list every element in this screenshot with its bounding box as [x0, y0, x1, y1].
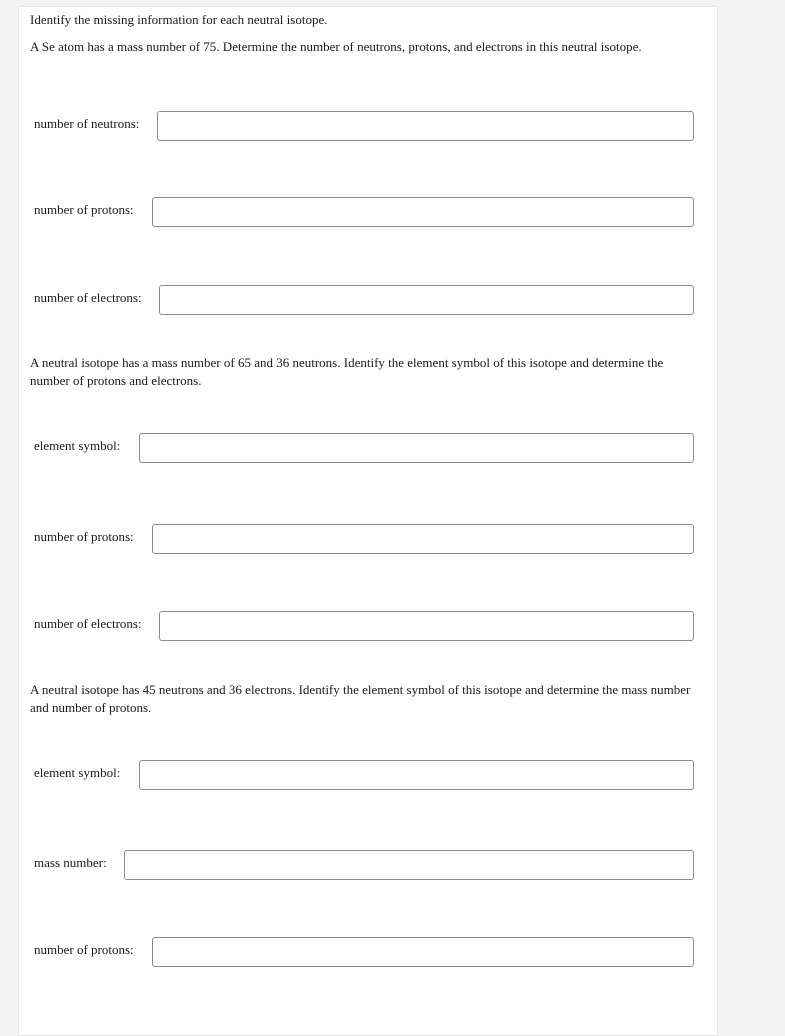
q3-element-symbol-label: element symbol:	[34, 765, 121, 780]
question-3-prompt: A neutral isotope has 45 neutrons and 36 electrons. Identify the element symbol of this isotope and determine the mass number and number of protons.	[30, 682, 691, 715]
q1-neutrons-input[interactable]	[157, 111, 694, 141]
q1-electrons-input[interactable]	[159, 285, 694, 315]
question-panel	[18, 6, 718, 1036]
q2-electrons-label: number of electrons:	[34, 616, 142, 631]
q2-element-symbol-input[interactable]	[139, 433, 694, 463]
q1-protons-label: number of protons:	[34, 202, 134, 217]
q3-protons-input[interactable]	[152, 937, 694, 967]
q3-mass-number-label: mass number:	[34, 855, 107, 870]
q2-element-symbol-label: element symbol:	[34, 438, 121, 453]
q1-protons-input[interactable]	[152, 197, 694, 227]
q1-neutrons-label: number of neutrons:	[34, 116, 140, 131]
q3-mass-number-input[interactable]	[124, 850, 694, 880]
q1-electrons-label: number of electrons:	[34, 290, 142, 305]
question-1-prompt: A Se atom has a mass number of 75. Determine the number of neutrons, protons, and electrons in this neutral isotope.	[30, 39, 642, 54]
q2-electrons-input[interactable]	[159, 611, 694, 641]
question-2-prompt: A neutral isotope has a mass number of 65 and 36 neutrons. Identify the element symbol of this isotope and determine the number of protons and electrons.	[30, 355, 664, 388]
q2-protons-label: number of protons:	[34, 529, 134, 544]
instructions-text: Identify the missing information for each neutral isotope.	[30, 12, 328, 27]
q3-protons-label: number of protons:	[34, 942, 134, 957]
q3-element-symbol-input[interactable]	[139, 760, 694, 790]
q2-protons-input[interactable]	[152, 524, 694, 554]
